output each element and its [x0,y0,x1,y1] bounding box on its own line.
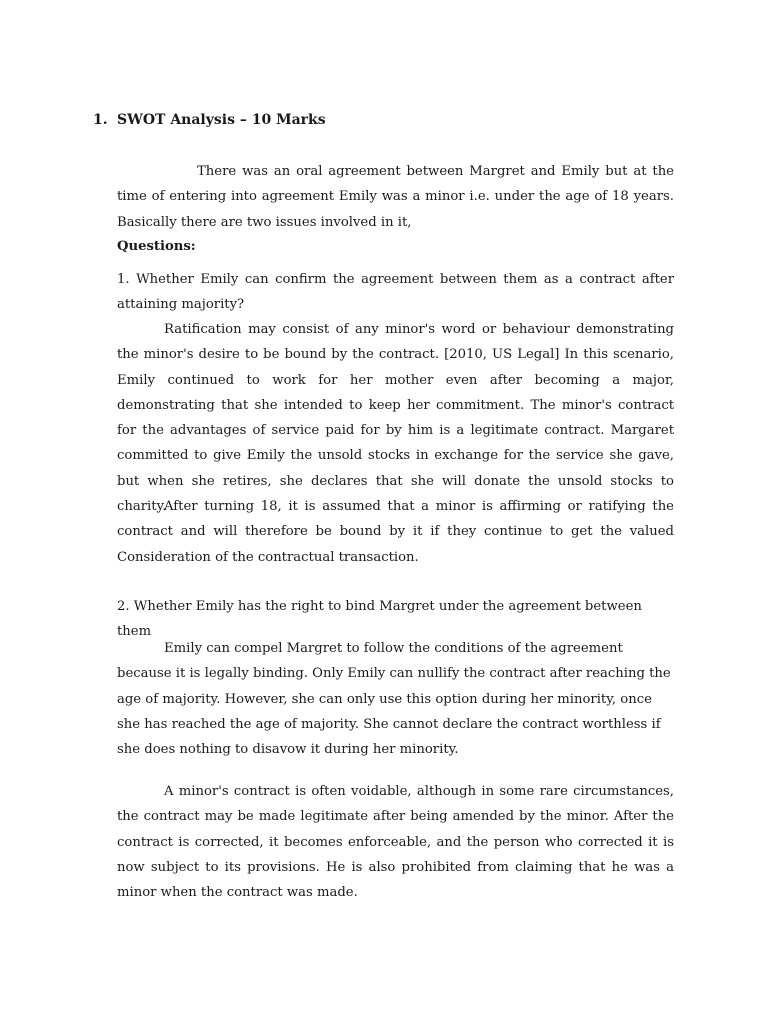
questions-label: Questions: [117,239,196,254]
question-2: 2. Whether Emily has the right to bind Margret under the agreement between them [117,599,642,640]
intro-paragraph: There was an oral agreement between Margret and Emily but at the time of entering into agreement Emily was a minor i.e. under the age of 18 years. Basically there are two issues involved in it, [117,164,674,230]
section-title: SWOT Analysis – 10 Marks [117,112,326,128]
section-heading [93,112,326,128]
question-1-paragraph-1: Ratification may consist of any minor's word or behaviour demonstrating the minor's desire to be bound by the contract. [2010, US Legal] In this scenario, Emily continued to work for her mother even after becoming a major, demonstrating that she intended to keep her commitment. The minor's contract for the advantages of service paid for by him is a legitimate contract. Margaret committed to give Emily the unsold stocks in exchange for the service she gave, but when she retires, she declares that she will donate the unsold stocks to charity. [117,322,674,515]
question-2-paragraph-1: Emily can compel Margret to follow the conditions of the agreement because it is legally binding. Only Emily can nullify the contract after reaching the age of majority. However, she can only use this option during her minority, once she has reached the age of majority. She cannot declare the contract worthless if she does nothing to disavow it during her minority. [117,641,671,758]
question-1: 1. Whether Emily can confirm the agreement between them as a contract after attaining majority? [117,272,674,313]
section-number: 1. [93,112,108,128]
question-2-paragraph-2: A minor's contract is often voidable, although in some rare circumstances, the contract may be made legitimate after being amended by the minor. After the contract is corrected, it becomes enforceable, and the person who corrected it is now subject to its provisions. He is also prohibited from claiming that he was a minor when the contract was made. [117,784,674,901]
question-1-paragraph-2: After turning 18, it is assumed that a minor is affirming or ratifying the contract and will therefore be bound by it if they continue to get the valued Consideration of the contractual transaction. [117,499,674,565]
